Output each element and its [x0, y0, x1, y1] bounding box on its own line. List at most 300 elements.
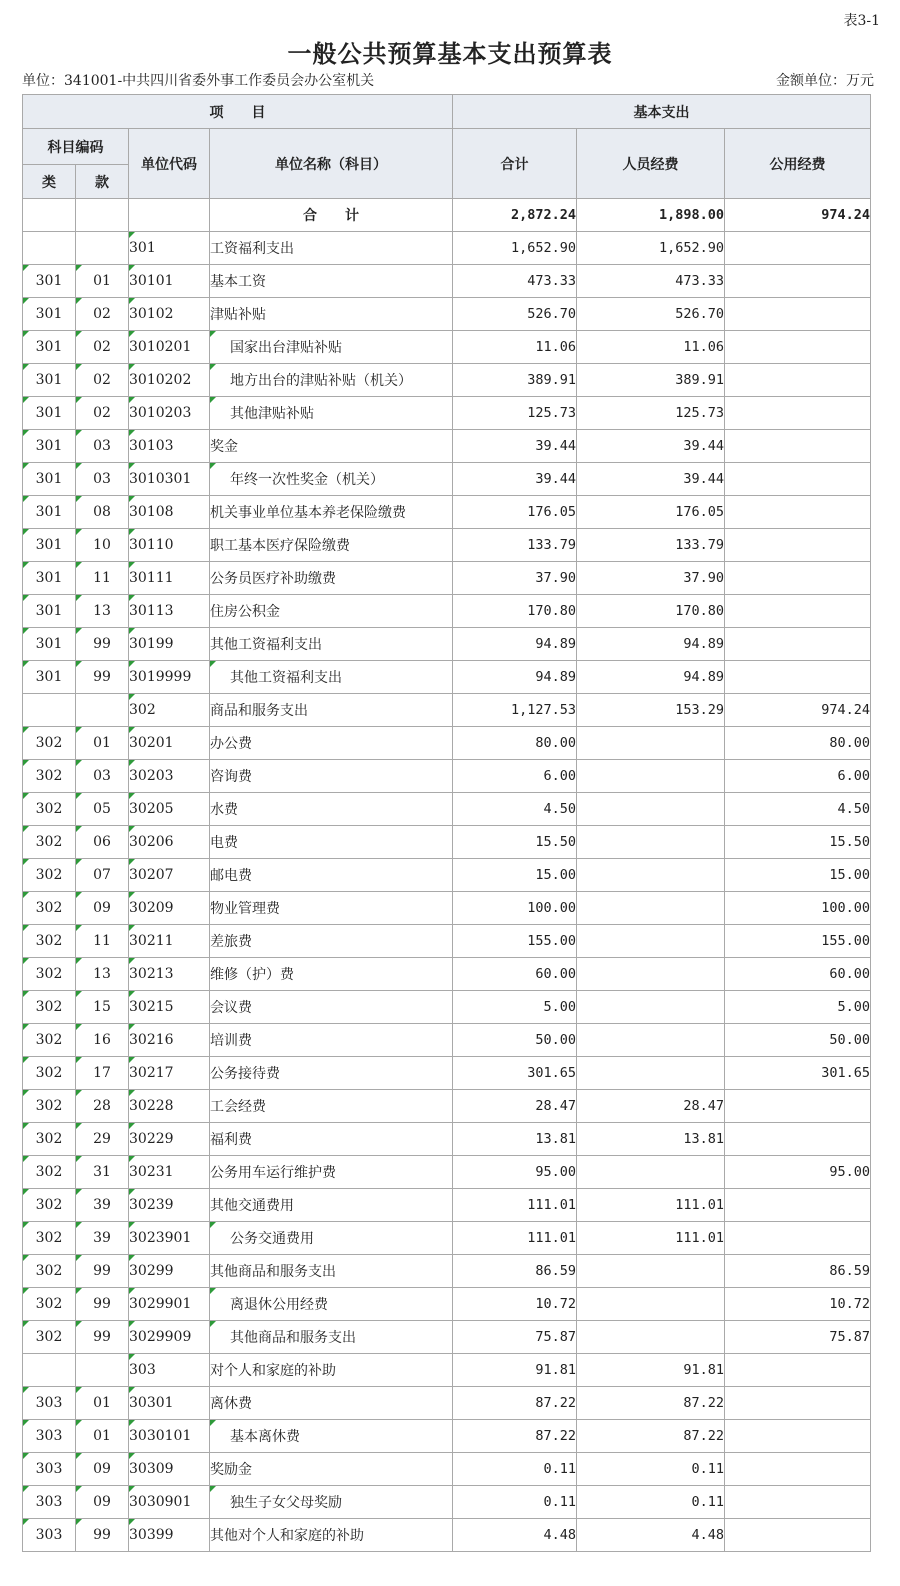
table-row: [23, 463, 871, 496]
cell-unit-code: 30216: [129, 1024, 210, 1057]
cell-lei: 302: [23, 991, 76, 1024]
cell-kuan: 01: [76, 1387, 129, 1420]
header-subject-code: 科目编码: [23, 129, 129, 165]
cell-total: 111.01: [453, 1222, 577, 1255]
cell-total: 526.70: [453, 298, 577, 331]
cell-personnel: [577, 925, 725, 958]
cell-public: [725, 1453, 871, 1486]
cell-public: 95.00: [725, 1156, 871, 1189]
cell-unit-code: 30399: [129, 1519, 210, 1552]
total-row: [23, 199, 871, 232]
header-unit-code: 单位代码: [129, 129, 210, 199]
cell-kuan: 05: [76, 793, 129, 826]
table-row: [23, 925, 871, 958]
cell-lei: 301: [23, 463, 76, 496]
table-row: [23, 859, 871, 892]
cell-total: 6.00: [453, 760, 577, 793]
cell-total: 2,872.24: [453, 199, 577, 232]
cell-kuan: 01: [76, 1420, 129, 1453]
table-row: [23, 1387, 871, 1420]
cell-total: 39.44: [453, 430, 577, 463]
header-personnel: 人员经费: [577, 129, 725, 199]
cell-unit-code: 301: [129, 232, 210, 265]
header-unit-name: 单位名称（科目）: [210, 129, 453, 199]
cell-public: 974.24: [725, 199, 871, 232]
table-row: [23, 1321, 871, 1354]
table-row: [23, 1123, 871, 1156]
cell-unit-name: 地方出台的津贴补贴（机关）: [210, 364, 453, 397]
cell-total: 389.91: [453, 364, 577, 397]
cell-public: 60.00: [725, 958, 871, 991]
table-number: 表3-1: [843, 13, 880, 29]
cell-total: 87.22: [453, 1387, 577, 1420]
table-row: [23, 892, 871, 925]
cell-kuan: 01: [76, 265, 129, 298]
cell-unit-name: 福利费: [210, 1123, 453, 1156]
cell-kuan: 28: [76, 1090, 129, 1123]
cell-lei: [23, 199, 76, 232]
cell-lei: 301: [23, 331, 76, 364]
cell-personnel: 91.81: [577, 1354, 725, 1387]
cell-personnel: 87.22: [577, 1387, 725, 1420]
cell-total: 4.48: [453, 1519, 577, 1552]
cell-unit-code: 30309: [129, 1453, 210, 1486]
cell-public: [725, 1189, 871, 1222]
cell-unit-code: 30111: [129, 562, 210, 595]
cell-total: 10.72: [453, 1288, 577, 1321]
cell-public: [725, 562, 871, 595]
cell-unit-name: 年终一次性奖金（机关）: [210, 463, 453, 496]
cell-unit-name: 机关事业单位基本养老保险缴费: [210, 496, 453, 529]
cell-public: 155.00: [725, 925, 871, 958]
cell-lei: 303: [23, 1420, 76, 1453]
cell-lei: 302: [23, 958, 76, 991]
table-row: [23, 826, 871, 859]
cell-unit-code: 30215: [129, 991, 210, 1024]
cell-personnel: 4.48: [577, 1519, 725, 1552]
cell-unit-name: 奖金: [210, 430, 453, 463]
cell-unit-code: 302: [129, 694, 210, 727]
cell-public: [725, 265, 871, 298]
cell-lei: [23, 232, 76, 265]
table-body: [23, 199, 871, 1552]
cell-unit-name: 职工基本医疗保险缴费: [210, 529, 453, 562]
cell-lei: 302: [23, 925, 76, 958]
cell-kuan: 02: [76, 331, 129, 364]
cell-lei: 302: [23, 1024, 76, 1057]
cell-personnel: 11.06: [577, 331, 725, 364]
cell-lei: 302: [23, 1156, 76, 1189]
cell-kuan: 03: [76, 463, 129, 496]
cell-total: 37.90: [453, 562, 577, 595]
cell-public: 100.00: [725, 892, 871, 925]
cell-public: [725, 496, 871, 529]
cell-public: [725, 1222, 871, 1255]
cell-total: 4.50: [453, 793, 577, 826]
cell-public: 15.00: [725, 859, 871, 892]
cell-total: 94.89: [453, 661, 577, 694]
cell-lei: 302: [23, 727, 76, 760]
table-row: [23, 1420, 871, 1453]
cell-kuan: [76, 1354, 129, 1387]
cell-personnel: 170.80: [577, 595, 725, 628]
cell-personnel: [577, 859, 725, 892]
cell-unit-name: 水费: [210, 793, 453, 826]
cell-personnel: 94.89: [577, 628, 725, 661]
cell-unit-code: 30301: [129, 1387, 210, 1420]
cell-public: 5.00: [725, 991, 871, 1024]
table-row: [23, 661, 871, 694]
cell-total: 39.44: [453, 463, 577, 496]
cell-unit-code: 30239: [129, 1189, 210, 1222]
cell-unit-code: 3010202: [129, 364, 210, 397]
cell-personnel: [577, 1255, 725, 1288]
cell-public: 80.00: [725, 727, 871, 760]
cell-kuan: 09: [76, 1486, 129, 1519]
cell-personnel: [577, 991, 725, 1024]
cell-total: 176.05: [453, 496, 577, 529]
header-kuan: 款: [76, 165, 129, 199]
cell-kuan: 29: [76, 1123, 129, 1156]
cell-personnel: [577, 1321, 725, 1354]
cell-personnel: 0.11: [577, 1453, 725, 1486]
cell-lei: 302: [23, 892, 76, 925]
cell-personnel: [577, 826, 725, 859]
cell-personnel: 1,652.90: [577, 232, 725, 265]
header-public: 公用经费: [725, 129, 871, 199]
cell-unit-name: 合 计: [210, 199, 453, 232]
cell-total: 125.73: [453, 397, 577, 430]
cell-public: 10.72: [725, 1288, 871, 1321]
cell-total: 15.00: [453, 859, 577, 892]
cell-unit-name: 培训费: [210, 1024, 453, 1057]
cell-public: [725, 1519, 871, 1552]
cell-lei: [23, 1354, 76, 1387]
cell-kuan: 09: [76, 892, 129, 925]
table-row: [23, 1255, 871, 1288]
cell-total: 94.89: [453, 628, 577, 661]
cell-unit-name: 独生子女父母奖励: [210, 1486, 453, 1519]
cell-total: 111.01: [453, 1189, 577, 1222]
cell-lei: 301: [23, 397, 76, 430]
cell-unit-name: 离休费: [210, 1387, 453, 1420]
cell-unit-name: 商品和服务支出: [210, 694, 453, 727]
cell-total: 60.00: [453, 958, 577, 991]
table-row: [23, 694, 871, 727]
cell-total: 5.00: [453, 991, 577, 1024]
cell-personnel: [577, 727, 725, 760]
cell-lei: 301: [23, 595, 76, 628]
cell-total: 0.11: [453, 1453, 577, 1486]
cell-lei: 302: [23, 793, 76, 826]
cell-kuan: 15: [76, 991, 129, 1024]
header-total: 合计: [453, 129, 577, 199]
table-row: [23, 529, 871, 562]
table-row: [23, 1156, 871, 1189]
cell-public: 974.24: [725, 694, 871, 727]
cell-public: [725, 1090, 871, 1123]
cell-kuan: 03: [76, 760, 129, 793]
cell-public: [725, 364, 871, 397]
cell-unit-name: 公务接待费: [210, 1057, 453, 1090]
cell-kuan: 03: [76, 430, 129, 463]
table-row: [23, 595, 871, 628]
cell-unit-code: 30113: [129, 595, 210, 628]
cell-unit-code: 3019999: [129, 661, 210, 694]
cell-lei: 302: [23, 1222, 76, 1255]
cell-lei: 302: [23, 1123, 76, 1156]
cell-lei: 301: [23, 265, 76, 298]
cell-total: 100.00: [453, 892, 577, 925]
cell-unit-name: 工资福利支出: [210, 232, 453, 265]
cell-kuan: 02: [76, 397, 129, 430]
cell-unit-name: 离退休公用经费: [210, 1288, 453, 1321]
cell-personnel: 1,898.00: [577, 199, 725, 232]
cell-lei: [23, 694, 76, 727]
cell-public: [725, 1486, 871, 1519]
cell-public: [725, 1354, 871, 1387]
cell-total: 13.81: [453, 1123, 577, 1156]
cell-personnel: 87.22: [577, 1420, 725, 1453]
table-row: [23, 958, 871, 991]
cell-lei: 302: [23, 1189, 76, 1222]
cell-public: [725, 1387, 871, 1420]
cell-unit-code: 30205: [129, 793, 210, 826]
cell-unit-code: 30299: [129, 1255, 210, 1288]
cell-public: 15.50: [725, 826, 871, 859]
table-row: [23, 1222, 871, 1255]
cell-personnel: 94.89: [577, 661, 725, 694]
cell-kuan: 01: [76, 727, 129, 760]
cell-unit-code: 30102: [129, 298, 210, 331]
cell-kuan: 99: [76, 1255, 129, 1288]
cell-kuan: 11: [76, 925, 129, 958]
cell-personnel: [577, 1057, 725, 1090]
cell-total: 50.00: [453, 1024, 577, 1057]
cell-unit-name: 维修（护）费: [210, 958, 453, 991]
cell-kuan: 99: [76, 661, 129, 694]
cell-unit-name: 住房公积金: [210, 595, 453, 628]
table-row: [23, 496, 871, 529]
table-row: [23, 1486, 871, 1519]
table-row: [23, 727, 871, 760]
cell-kuan: 16: [76, 1024, 129, 1057]
cell-unit-name: 其他交通费用: [210, 1189, 453, 1222]
cell-total: 95.00: [453, 1156, 577, 1189]
cell-unit-name: 奖励金: [210, 1453, 453, 1486]
cell-unit-name: 国家出台津贴补贴: [210, 331, 453, 364]
cell-unit-name: 基本工资: [210, 265, 453, 298]
cell-unit-code: 30203: [129, 760, 210, 793]
cell-unit-code: 3023901: [129, 1222, 210, 1255]
cell-kuan: [76, 199, 129, 232]
cell-personnel: 526.70: [577, 298, 725, 331]
cell-personnel: 389.91: [577, 364, 725, 397]
cell-unit-code: 3010301: [129, 463, 210, 496]
cell-lei: 301: [23, 562, 76, 595]
cell-kuan: 99: [76, 628, 129, 661]
cell-unit-name: 差旅费: [210, 925, 453, 958]
table-row: [23, 1519, 871, 1552]
cell-total: 15.50: [453, 826, 577, 859]
cell-total: 91.81: [453, 1354, 577, 1387]
cell-lei: 303: [23, 1453, 76, 1486]
cell-lei: 301: [23, 628, 76, 661]
cell-kuan: 07: [76, 859, 129, 892]
cell-public: [725, 232, 871, 265]
cell-public: 86.59: [725, 1255, 871, 1288]
cell-lei: 302: [23, 826, 76, 859]
cell-lei: 302: [23, 1321, 76, 1354]
cell-unit-name: 办公费: [210, 727, 453, 760]
table-row: [23, 628, 871, 661]
header-basic-expense: 基本支出: [453, 95, 871, 129]
cell-total: 86.59: [453, 1255, 577, 1288]
cell-unit-code: 30206: [129, 826, 210, 859]
cell-personnel: [577, 892, 725, 925]
cell-lei: 302: [23, 760, 76, 793]
cell-public: [725, 1123, 871, 1156]
cell-public: 50.00: [725, 1024, 871, 1057]
table-row: [23, 1189, 871, 1222]
cell-lei: 301: [23, 529, 76, 562]
cell-unit-code: 30101: [129, 265, 210, 298]
cell-lei: 302: [23, 1255, 76, 1288]
cell-total: 0.11: [453, 1486, 577, 1519]
cell-unit-name: 物业管理费: [210, 892, 453, 925]
cell-unit-name: 咨询费: [210, 760, 453, 793]
table-row: [23, 298, 871, 331]
cell-lei: 301: [23, 364, 76, 397]
cell-lei: 303: [23, 1486, 76, 1519]
table-row: [23, 1354, 871, 1387]
cell-personnel: 39.44: [577, 430, 725, 463]
cell-personnel: [577, 958, 725, 991]
cell-unit-code: 30108: [129, 496, 210, 529]
header-lei: 类: [23, 165, 76, 199]
cell-unit-code: 3030901: [129, 1486, 210, 1519]
table-row: [23, 331, 871, 364]
cell-kuan: 09: [76, 1453, 129, 1486]
cell-public: [725, 331, 871, 364]
unit-label: 单位：341001-中共四川省委外事工作委员会办公室机关: [22, 73, 375, 89]
cell-kuan: 02: [76, 364, 129, 397]
cell-public: [725, 1420, 871, 1453]
cell-personnel: 473.33: [577, 265, 725, 298]
cell-unit-code: 30213: [129, 958, 210, 991]
cell-public: [725, 595, 871, 628]
cell-total: 1,652.90: [453, 232, 577, 265]
cell-lei: 301: [23, 496, 76, 529]
cell-public: [725, 397, 871, 430]
cell-unit-code: 30228: [129, 1090, 210, 1123]
table-row: [23, 397, 871, 430]
cell-lei: 302: [23, 1288, 76, 1321]
cell-unit-code: 30207: [129, 859, 210, 892]
cell-personnel: 28.47: [577, 1090, 725, 1123]
table-row: [23, 562, 871, 595]
cell-public: 75.87: [725, 1321, 871, 1354]
cell-public: [725, 463, 871, 496]
cell-lei: 301: [23, 298, 76, 331]
cell-unit-code: 30199: [129, 628, 210, 661]
cell-public: [725, 628, 871, 661]
cell-personnel: [577, 793, 725, 826]
cell-unit-code: 30201: [129, 727, 210, 760]
cell-total: 170.80: [453, 595, 577, 628]
cell-total: 301.65: [453, 1057, 577, 1090]
cell-unit-name: 公务员医疗补助缴费: [210, 562, 453, 595]
cell-unit-code: 30103: [129, 430, 210, 463]
cell-kuan: 02: [76, 298, 129, 331]
cell-lei: 302: [23, 1057, 76, 1090]
cell-public: [725, 661, 871, 694]
cell-public: 301.65: [725, 1057, 871, 1090]
cell-unit-code: 30110: [129, 529, 210, 562]
page-title: 一般公共预算基本支出预算表: [287, 39, 613, 68]
cell-personnel: 125.73: [577, 397, 725, 430]
cell-kuan: 11: [76, 562, 129, 595]
cell-personnel: 133.79: [577, 529, 725, 562]
cell-public: [725, 529, 871, 562]
cell-personnel: [577, 760, 725, 793]
cell-public: [725, 298, 871, 331]
cell-total: 133.79: [453, 529, 577, 562]
cell-lei: 302: [23, 1090, 76, 1123]
cell-unit-code: 3029909: [129, 1321, 210, 1354]
cell-personnel: [577, 1156, 725, 1189]
cell-kuan: 06: [76, 826, 129, 859]
cell-kuan: 10: [76, 529, 129, 562]
cell-unit-name: 公务交通费用: [210, 1222, 453, 1255]
cell-kuan: 39: [76, 1189, 129, 1222]
cell-unit-name: 邮电费: [210, 859, 453, 892]
cell-unit-name: 其他商品和服务支出: [210, 1255, 453, 1288]
cell-total: 1,127.53: [453, 694, 577, 727]
cell-unit-code: 303: [129, 1354, 210, 1387]
cell-unit-name: 工会经费: [210, 1090, 453, 1123]
table-row: [23, 430, 871, 463]
cell-personnel: 39.44: [577, 463, 725, 496]
cell-total: 87.22: [453, 1420, 577, 1453]
cell-unit-code: 3029901: [129, 1288, 210, 1321]
cell-unit-code: 30229: [129, 1123, 210, 1156]
cell-personnel: 176.05: [577, 496, 725, 529]
cell-kuan: [76, 232, 129, 265]
cell-kuan: 31: [76, 1156, 129, 1189]
table-row: [23, 760, 871, 793]
cell-personnel: [577, 1024, 725, 1057]
table-row: [23, 232, 871, 265]
table-row: [23, 265, 871, 298]
cell-total: 473.33: [453, 265, 577, 298]
cell-lei: 301: [23, 661, 76, 694]
cell-personnel: [577, 1288, 725, 1321]
cell-lei: 303: [23, 1387, 76, 1420]
cell-kuan: 13: [76, 595, 129, 628]
cell-unit-name: 基本离休费: [210, 1420, 453, 1453]
cell-total: 80.00: [453, 727, 577, 760]
cell-unit-name: 电费: [210, 826, 453, 859]
table-row: [23, 364, 871, 397]
cell-unit-code: 3010201: [129, 331, 210, 364]
cell-unit-name: 公务用车运行维护费: [210, 1156, 453, 1189]
cell-unit-code: [129, 199, 210, 232]
cell-unit-code: 30211: [129, 925, 210, 958]
cell-kuan: 13: [76, 958, 129, 991]
cell-public: 4.50: [725, 793, 871, 826]
table-row: [23, 991, 871, 1024]
